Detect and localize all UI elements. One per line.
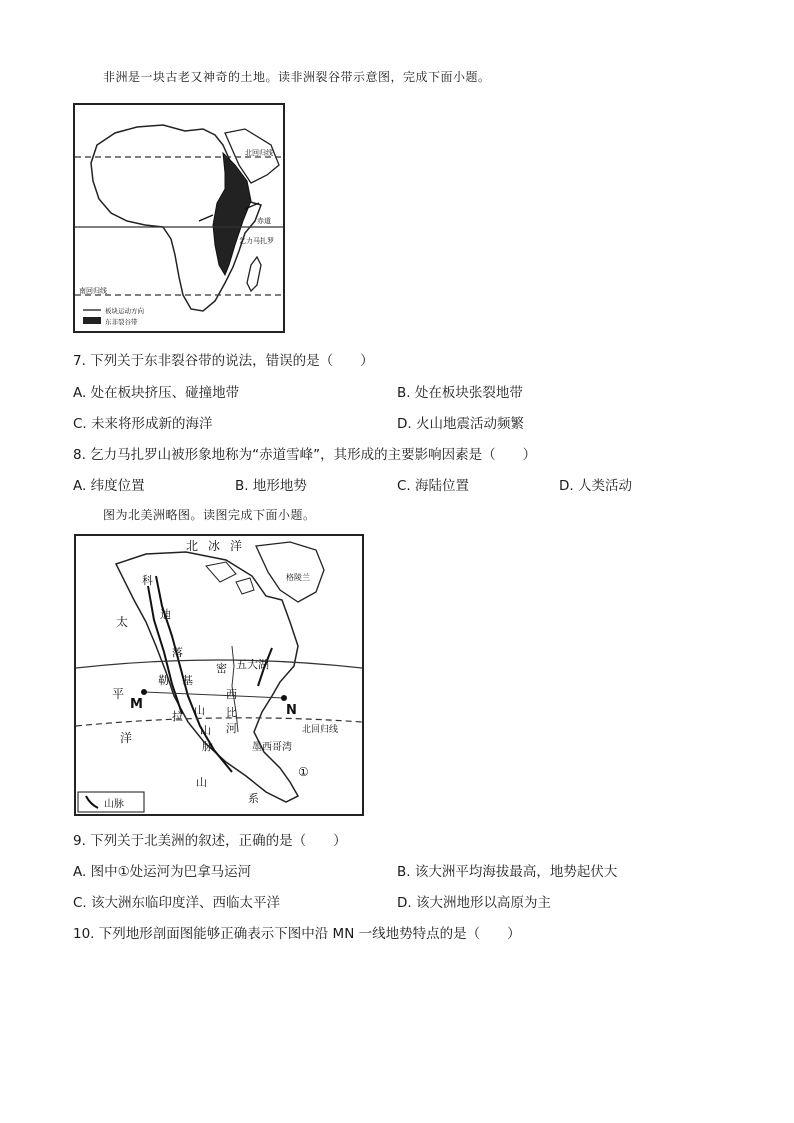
q7-option-a[interactable]: A. 处在板块挤压、碰撞地带: [73, 385, 240, 401]
label-rocky-3: 落: [172, 646, 183, 659]
q7-option-d[interactable]: D. 火山地震活动频繁: [397, 416, 524, 432]
legend-mountain-label: 山脉: [104, 799, 124, 810]
label-pacific-1: 太: [116, 615, 129, 629]
label-rocky-7: 山: [194, 704, 205, 717]
q9-option-d[interactable]: D. 该大洲地形以高原为主: [397, 895, 551, 911]
legend-rift-label: 东非裂谷带: [105, 318, 138, 326]
question-7-stem: 7. 下列关于东非裂谷带的说法，错误的是（ ）: [73, 353, 374, 369]
label-miss-1: 密: [216, 662, 227, 675]
greenland-outline: [256, 542, 324, 602]
label-equator: 赤道: [257, 217, 271, 225]
label-arctic-1: 北: [186, 539, 199, 553]
label-greenland: 格陵兰: [286, 573, 310, 582]
label-rocky-5: 基: [182, 674, 193, 687]
question-10-stem: 10. 下列地形剖面图能够正确表示下图中沿 MN 一线地势特点的是（ ）: [73, 926, 521, 942]
north-america-outline: [116, 552, 298, 802]
label-n: N: [286, 703, 297, 718]
q8-option-c[interactable]: C. 海陆位置: [397, 478, 470, 494]
label-pacific-3: 洋: [120, 731, 133, 745]
q9-option-c[interactable]: C. 该大洲东临印度洋、西临太平洋: [73, 895, 281, 911]
label-rocky2-1: 山: [200, 724, 211, 737]
label-tropic: 北回归线: [302, 725, 339, 735]
q7-option-b[interactable]: B. 处在板块张裂地带: [397, 385, 523, 401]
legend-arrow-label: 板块运动方向: [105, 307, 144, 315]
label-miss-3: 比: [226, 706, 237, 719]
label-rocky-4: 勒: [158, 674, 169, 687]
point-m: [141, 689, 147, 695]
question-9-stem: 9. 下列关于北美洲的叙述，正确的是（ ）: [73, 833, 347, 849]
label-great-lakes: 五大湖: [236, 658, 269, 671]
q9-option-b[interactable]: B. 该大洲平均海拔最高，地势起伏大: [397, 864, 618, 880]
label-kilimanjaro: 乞力马扎罗: [239, 237, 274, 245]
label-tropic-north: 北回归线: [245, 149, 273, 157]
q7-option-c[interactable]: C. 未来将形成新的海洋: [73, 416, 213, 432]
label-miss-4: 河: [226, 722, 237, 735]
q8-option-a[interactable]: A. 纬度位置: [73, 478, 145, 494]
label-tropic-south: 南回归线: [79, 287, 107, 295]
legend-rift-swatch: [83, 317, 101, 324]
label-miss-2: 西: [226, 688, 237, 701]
label-m: M: [130, 697, 143, 712]
label-pacific-2: 平: [112, 687, 125, 701]
q8-option-d[interactable]: D. 人类活动: [559, 478, 632, 494]
q8-option-b[interactable]: B. 地形地势: [235, 478, 307, 494]
mn-line: [144, 692, 284, 698]
madagascar-outline: [247, 257, 261, 291]
label-canal-1: ①: [298, 765, 309, 779]
label-rocky-6: 拉: [172, 710, 183, 723]
north-america-map: [74, 534, 364, 816]
label-rocky2-2: 脉: [202, 740, 213, 753]
rift-valley-band: [213, 153, 251, 275]
africa-rift-map: [73, 103, 285, 333]
intro-africa: 非洲是一块古老又神奇的土地。读非洲裂谷带示意图，完成下面小题。: [103, 70, 491, 84]
label-rocky-2: 迪: [160, 608, 171, 621]
label-rocky-1: 科: [142, 574, 153, 587]
plate-arrow-west: [199, 215, 213, 221]
label-sys: 系: [248, 792, 259, 805]
label-arctic-2: 冰: [208, 539, 221, 553]
label-gulf: 墨西哥湾: [252, 742, 292, 753]
q9-option-a[interactable]: A. 图中①处运河为巴拿马运河: [73, 864, 252, 880]
question-8-stem: 8. 乞力马扎罗山被形象地称为“赤道雪峰”，其形成的主要影响因素是（ ）: [73, 447, 537, 463]
intro-north-america: 图为北美洲略图。读图完成下面小题。: [103, 508, 316, 522]
label-arctic-3: 洋: [230, 539, 243, 553]
label-rocky-8: 山: [196, 776, 207, 789]
point-n: [281, 695, 287, 701]
arctic-islands: [206, 562, 254, 594]
